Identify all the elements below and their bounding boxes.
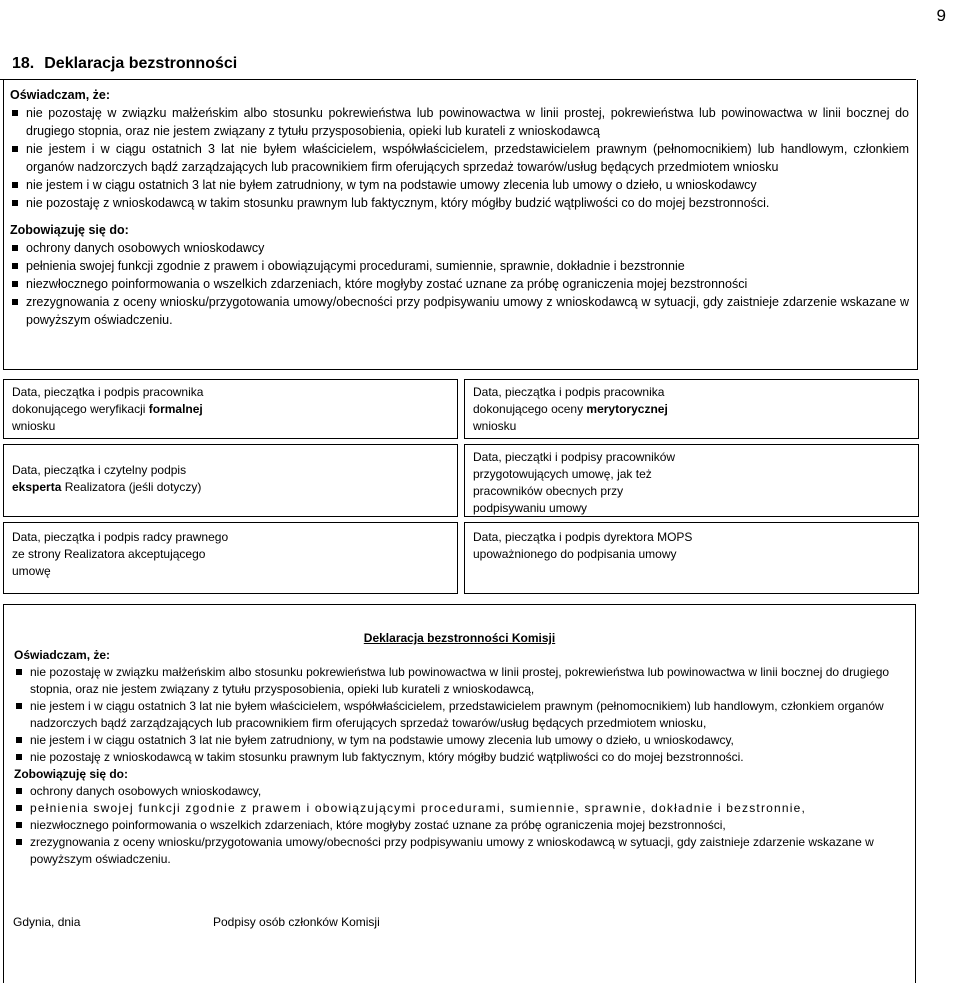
- committee-commitment-item: ochrony danych osobowych wnioskodawcy,: [14, 783, 905, 800]
- committee-declaration-item: nie pozostaję w związku małżeńskim albo stosunku pokrewieństwa lub powinowactwa w linii prostej, pokrewieństwa lub powinowactwa w linii bocznej do drugiego stopnia, oraz nie jestem związany z tytułu przysposobienia, opieki lub kurateli z wnioskodawcą,: [14, 664, 905, 698]
- signature-box-director: [464, 522, 919, 594]
- commitment-item: zrezygnowania z oceny wniosku/przygotowania umowy/obecności przy podpisywaniu umowy z wnioskodawcą w sytuacji, gdy zaistnieje zdarzenie wskazane w powyższym oświadczeniu.: [10, 293, 909, 329]
- committee-declaration-item: nie jestem i w ciągu ostatnich 3 lat nie byłem właścicielem, współwłaścicielem, przedstawicielem prawnym (pełnomocnikiem) lub handlowym, członkiem organów nadzorczych bądź zarządzających lub pracownikiem firm oferujących sprzedaż towarów/usług będących przedmiotem wniosku,: [14, 698, 905, 732]
- signature-box-expert: [3, 444, 458, 517]
- commitment-item: pełnienia swojej funkcji zgodnie z prawem i obowiązującymi procedurami, sumiennie, sprawnie, dokładnie i bezstronnie: [10, 257, 909, 275]
- declaration-list: [10, 104, 909, 212]
- place-date-label: Gdynia, dnia: [13, 915, 81, 929]
- signature-box-formal: [3, 379, 458, 439]
- commitment-item: ochrony danych osobowych wnioskodawcy: [10, 239, 909, 257]
- committee-commitment-list: [14, 783, 905, 868]
- commitment-item: niezwłocznego poinformowania o wszelkich zdarzeniach, które mogłyby zostać uznane za próbę ograniczenia mojej bezstronności: [10, 275, 909, 293]
- signature-label: Data, pieczątka i podpis dyrektora MOPS upoważnionego do podpisania umowy: [473, 530, 693, 561]
- committee-commitment-item: zrezygnowania z oceny wniosku/przygotowania umowy/obecności przy podpisywaniu umowy z wnioskodawcą w sytuacji, gdy zaistnieje zdarzenie wskazane w powyższym oświadczeniu.: [14, 834, 905, 868]
- signature-box-contract-staff: [464, 444, 919, 517]
- committee-commitment-item: pełnienia swojej funkcji zgodnie z prawem i obowiązującymi procedurami, sumiennie, sprawnie, dokładnie i bezstronnie,: [14, 800, 905, 817]
- committee-declaration-list: [14, 664, 905, 766]
- declaration-item: nie jestem i w ciągu ostatnich 3 lat nie byłem właścicielem, współwłaścicielem, przedstawicielem prawnym (pełnomocnikiem) lub handlowym, członkiem organów nadzorczych bądź zarządzających lub pracownikiem firm oferujących sprzedaż towarów/usług będących przedmiotem wniosku: [10, 140, 909, 176]
- section-title: [12, 55, 237, 73]
- committee-signatures-label: Podpisy osób członków Komisji: [213, 915, 380, 929]
- signature-label: Data, pieczątki i podpisy pracowników przygotowujących umowę, jak też pracowników obecnych przy podpisywaniu umowy: [473, 450, 676, 515]
- page-number: 9: [936, 6, 946, 25]
- committee-declaration-item: nie jestem i w ciągu ostatnich 3 lat nie byłem zatrudniony, w tym na podstawie umowy zlecenia lub umowy o dzieło, u wnioskodawcy,: [14, 732, 905, 749]
- impartiality-declaration-box: [3, 80, 918, 370]
- committee-declaration-item: nie pozostaję z wnioskodawcą w takim stosunku prawnym lub faktycznym, który mógłby budzić wątpliwości co do mojej bezstronności.: [14, 749, 905, 766]
- declaration-item: nie pozostaję w związku małżeńskim albo stosunku pokrewieństwa lub powinowactwa w linii prostej, pokrewieństwa lub powinowactwa w linii bocznej do drugiego stopnia, oraz nie jestem związany z tytułu przysposobienia, opieki lub kurateli z wnioskodawcą: [10, 104, 909, 140]
- declaration-item: nie pozostaję z wnioskodawcą w takim stosunku prawnym lub faktycznym, który mógłby budzić wątpliwości co do mojej bezstronności.: [10, 194, 909, 212]
- declaration-item: nie jestem i w ciągu ostatnich 3 lat nie byłem zatrudniony, w tym na podstawie umowy zlecenia lub umowy o dzieło, u wnioskodawcy: [10, 176, 909, 194]
- section-title-text: Deklaracja bezstronności: [44, 55, 238, 72]
- committee-commitment-item: niezwłocznego poinformowania o wszelkich zdarzeniach, które mogłyby zostać uznane za próbę ograniczenia mojej bezstronności,: [14, 817, 905, 834]
- commitment-heading: Zobowiązuję się do:: [10, 223, 129, 237]
- committee-declaration-box: [3, 604, 916, 983]
- section-number: 18.: [12, 55, 35, 72]
- signature-label: Data, pieczątka i podpis radcy prawnego ze strony Realizatora akceptującego umowę: [12, 530, 229, 578]
- signature-box-legal: [3, 522, 458, 594]
- signature-label: Data, pieczątka i podpis pracownika dokonującego oceny merytorycznej wniosku: [473, 385, 668, 433]
- committee-commitment-heading: Zobowiązuję się do:: [14, 767, 129, 781]
- signature-label: Data, pieczątka i podpis pracownika dokonującego weryfikacji formalnej wniosku: [12, 385, 204, 433]
- commitment-list: [10, 239, 909, 329]
- declaration-heading: Oświadczam, że:: [10, 88, 111, 102]
- committee-heading: Oświadczam, że:: [14, 648, 111, 662]
- signature-label: Data, pieczątka i czytelny podpis eksperta Realizatora (jeśli dotyczy): [12, 463, 202, 494]
- committee-title: Deklaracja bezstronności Komisji: [363, 631, 556, 645]
- signature-box-merit: [464, 379, 919, 439]
